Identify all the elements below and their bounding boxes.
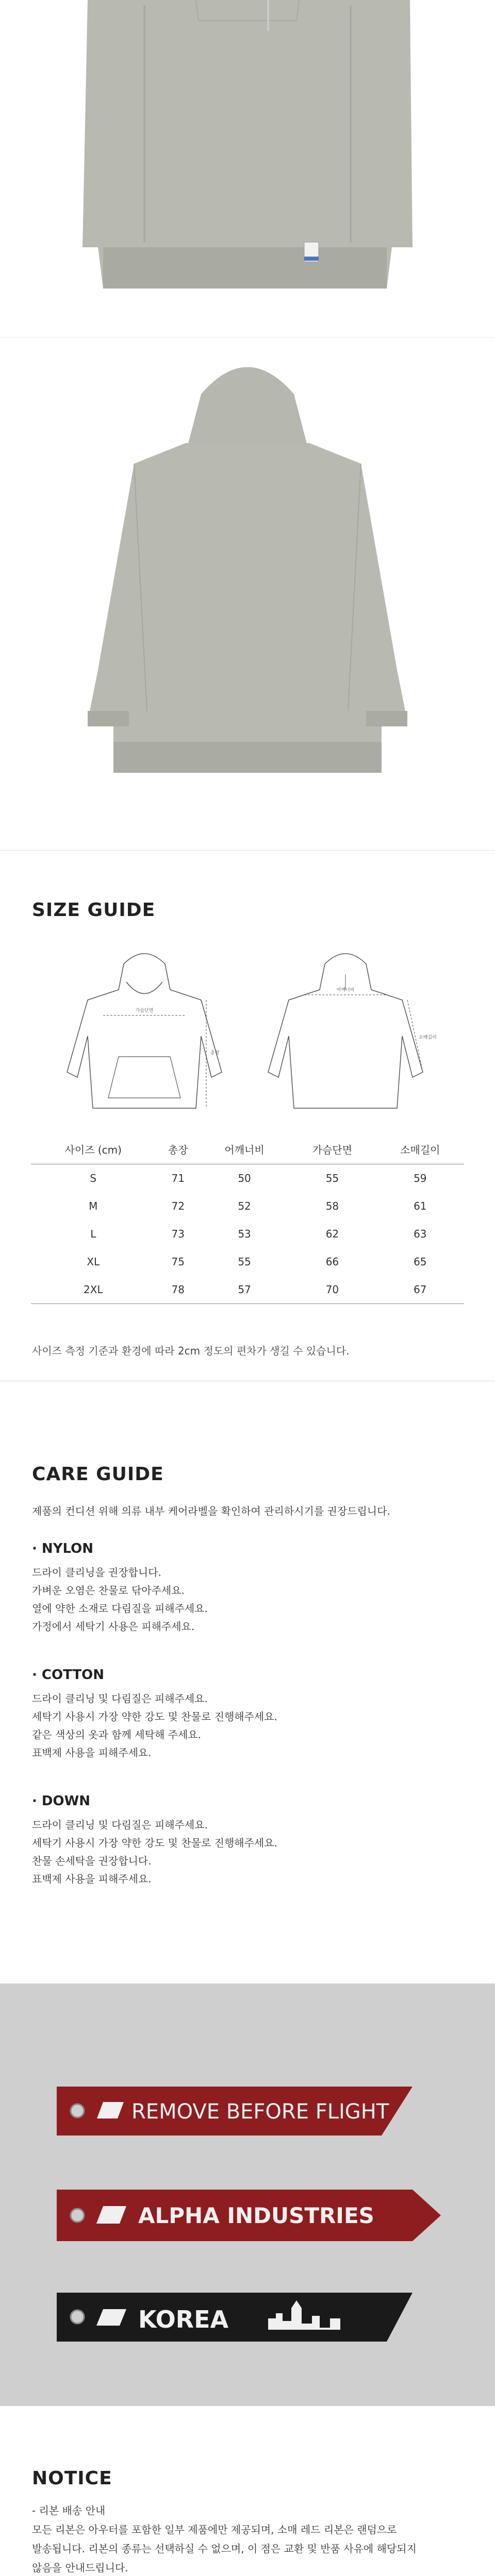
col-shoulder: 어깨너비 bbox=[201, 1134, 288, 1164]
cell: 78 bbox=[156, 1276, 201, 1304]
cell: L bbox=[90, 1228, 96, 1240]
cell: 61 bbox=[414, 1200, 427, 1212]
care-line: 드라이 클리닝을 권장합니다. bbox=[32, 1566, 161, 1579]
cell: 66 bbox=[325, 1256, 339, 1268]
korea-tag bbox=[57, 2293, 412, 2342]
cell: S bbox=[90, 1172, 97, 1184]
cell: 2XL bbox=[31, 1276, 156, 1304]
cell: 67 bbox=[376, 1276, 464, 1304]
cell: 50 bbox=[238, 1172, 251, 1184]
chest-label: 가슴단면 bbox=[135, 1008, 154, 1013]
cell: 58 bbox=[325, 1200, 339, 1212]
table-row bbox=[31, 1220, 464, 1248]
cell: 73 bbox=[171, 1228, 185, 1240]
care-down bbox=[32, 1793, 277, 1888]
cell: 55 bbox=[325, 1172, 339, 1184]
length-label: 총장 bbox=[210, 1050, 220, 1056]
ribbon-tags-section bbox=[0, 1984, 495, 2406]
back-size-diagram bbox=[253, 943, 438, 1118]
cell: 70 bbox=[288, 1276, 376, 1304]
cell: 55 bbox=[238, 1256, 251, 1268]
tag1-text: REMOVE BEFORE FLIGHT bbox=[131, 2100, 389, 2124]
cell: M bbox=[89, 1200, 98, 1212]
alpha-industries-tag bbox=[57, 2190, 441, 2241]
care-line: 세탁기 사용시 가장 약한 강도 및 찬물로 진행해주세요. bbox=[32, 1837, 277, 1849]
care-line: 드라이 클리닝 및 다림질은 피해주세요. bbox=[32, 1692, 208, 1705]
notice-title: NOTICE bbox=[32, 2468, 112, 2489]
cell: 57 bbox=[201, 1276, 288, 1304]
col-sleeve: 소매길이 bbox=[376, 1134, 464, 1164]
cell: 62 bbox=[325, 1228, 339, 1240]
care-line: 찬물 손세탁을 권장합니다. bbox=[32, 1855, 152, 1867]
care-guide-title: CARE GUIDE bbox=[32, 1464, 164, 1485]
care-line: 열에 약한 소재로 다림질을 피해주세요. bbox=[32, 1602, 208, 1615]
cell: XL bbox=[87, 1256, 100, 1268]
hoodie-front-image bbox=[82, 0, 412, 289]
table-row bbox=[31, 1248, 464, 1276]
cell: 72 bbox=[171, 1200, 185, 1212]
sleeve-label: 소매길이 bbox=[419, 1035, 437, 1040]
size-guide-section bbox=[0, 850, 495, 1381]
care-section-title: · COTTON bbox=[32, 1667, 105, 1683]
care-section-title: · NYLON bbox=[32, 1541, 94, 1556]
notice-line: 모든 리본은 아우터를 포함한 일부 제품에만 제공되며, 소매 레드 리본은 랜덤으로 bbox=[32, 2523, 397, 2536]
cell: 75 bbox=[171, 1256, 185, 1268]
care-cotton bbox=[32, 1667, 277, 1762]
care-line: 가정에서 세탁기 사용은 피해주세요. bbox=[32, 1620, 195, 1633]
care-guide-section bbox=[0, 1381, 495, 1984]
size-note: 사이즈 측정 기준과 환경에 따라 2cm 정도의 편차가 생길 수 있습니다. bbox=[32, 1345, 350, 1357]
table-row bbox=[31, 1164, 464, 1193]
col-length: 총장 bbox=[156, 1134, 201, 1164]
notice-section bbox=[0, 2406, 495, 2576]
care-line: 표백제 사용을 피해주세요. bbox=[32, 1873, 152, 1885]
care-line: 같은 색상의 옷과 함께 세탁해 주세요. bbox=[32, 1728, 201, 1741]
size-table bbox=[31, 1134, 464, 1304]
notice-line: 발송됩니다. 리본의 종류는 선택하실 수 없으며, 이 점은 교환 및 반품 사유에 해당되지 bbox=[32, 2543, 417, 2555]
notice-line: 않음을 안내드립니다. bbox=[32, 2562, 128, 2574]
size-table-header bbox=[31, 1134, 464, 1164]
cell: 63 bbox=[414, 1228, 427, 1240]
cell: 65 bbox=[414, 1256, 427, 1268]
cell: 53 bbox=[238, 1228, 251, 1240]
ribbon-tags-image bbox=[0, 1984, 495, 2406]
shoulder-label: 어깨너비 bbox=[336, 988, 355, 993]
cell: 71 bbox=[171, 1172, 185, 1184]
care-line: 가벼운 오염은 찬물로 닦아주세요. bbox=[32, 1584, 185, 1597]
col-chest: 가슴단면 bbox=[288, 1134, 376, 1164]
size-guide-title: SIZE GUIDE bbox=[32, 900, 156, 921]
care-line: 표백제 사용을 피해주세요. bbox=[32, 1747, 152, 1759]
cell: 59 bbox=[414, 1172, 427, 1184]
front-size-diagram bbox=[52, 943, 237, 1118]
remove-before-flight-tag bbox=[57, 2087, 412, 2136]
notice-line: - 리본 배송 안내 bbox=[32, 2504, 106, 2517]
care-line: 드라이 클리닝 및 다림질은 피해주세요. bbox=[32, 1819, 208, 1831]
care-line: 세탁기 사용시 가장 약한 강도 및 찬물로 진행해주세요. bbox=[32, 1710, 277, 1723]
care-guide-intro: 제품의 컨디션 위해 의류 내부 케어라벨을 확인하여 관리하시기를 권장드립니다. bbox=[32, 1505, 390, 1517]
tag2-text: ALPHA INDUSTRIES bbox=[138, 2203, 374, 2228]
notice-body bbox=[32, 2501, 475, 2576]
care-nylon bbox=[32, 1541, 208, 1636]
cell: 52 bbox=[238, 1200, 251, 1212]
tag3-text: KOREA bbox=[138, 2306, 229, 2333]
col-size: 사이즈 (cm) bbox=[31, 1134, 156, 1164]
hoodie-photos bbox=[0, 0, 495, 850]
care-section-title: · DOWN bbox=[32, 1793, 91, 1809]
product-photo-section bbox=[0, 0, 495, 850]
table-row bbox=[31, 1192, 464, 1220]
table-row bbox=[31, 1276, 464, 1304]
